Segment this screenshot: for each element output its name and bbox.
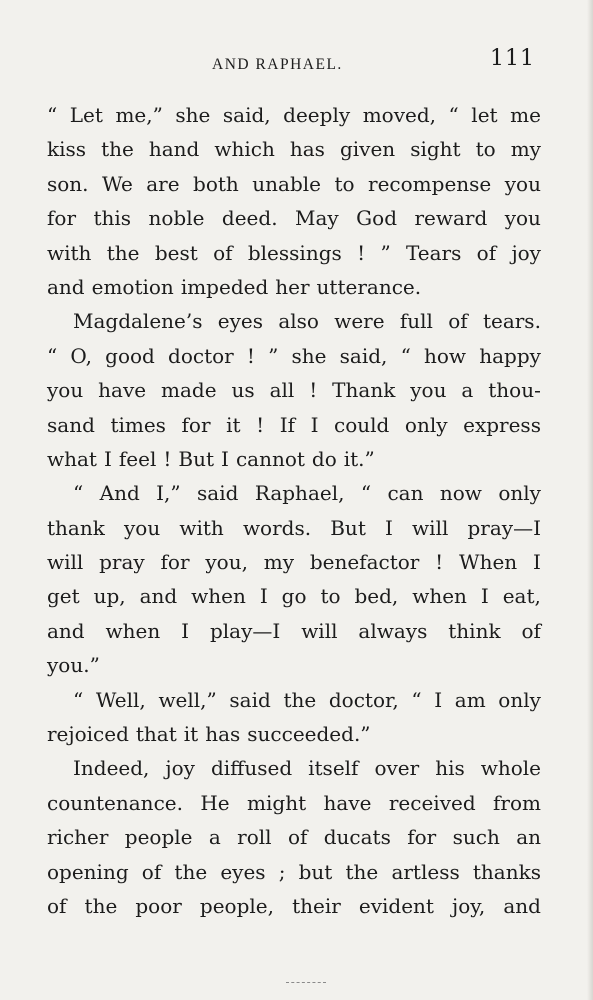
word: opening [47, 859, 129, 884]
word: her [275, 274, 310, 299]
word: what [47, 446, 97, 471]
text-line [47, 167, 541, 201]
word: you [504, 171, 541, 196]
word: ” [268, 343, 279, 368]
word: hand [148, 137, 200, 162]
word: doctor [168, 343, 234, 368]
word: artless [391, 859, 460, 884]
word: but [298, 859, 333, 884]
word: to [334, 171, 355, 196]
word: I [385, 515, 393, 540]
word: to [475, 137, 496, 162]
word: utterance. [316, 274, 422, 299]
word: might [247, 790, 307, 815]
word: you [504, 206, 541, 231]
word: the [345, 859, 379, 884]
word: also [278, 309, 319, 334]
word: express [463, 412, 541, 437]
word: for [407, 825, 437, 850]
word: us [231, 378, 255, 403]
word: of [448, 309, 468, 334]
word: times [110, 412, 166, 437]
word: joy, [452, 893, 486, 918]
page-edge-shadow [587, 0, 593, 1000]
word: Let [69, 103, 103, 127]
word: ! [357, 240, 366, 265]
word: I [103, 446, 112, 471]
word: I,” [156, 481, 181, 506]
word: evident [358, 893, 434, 918]
word: all [269, 378, 295, 403]
word: their [292, 893, 341, 918]
word: “ [47, 343, 58, 368]
text-line [47, 511, 541, 545]
word: thank [47, 515, 105, 540]
word: she [291, 343, 327, 368]
word: said [229, 687, 271, 712]
word: “ [360, 481, 372, 506]
word: such [452, 825, 500, 850]
word: it [226, 412, 241, 437]
word: of [141, 859, 162, 884]
word: go [281, 584, 307, 609]
word: bed, [354, 584, 399, 609]
word: And [99, 481, 140, 506]
word: received [388, 790, 476, 815]
word: of [521, 618, 541, 643]
word: noble [148, 206, 205, 231]
word: impeded [180, 274, 269, 299]
word: to [320, 584, 341, 609]
text-line [47, 545, 541, 579]
word: it [183, 722, 199, 747]
word: tears. [482, 309, 541, 334]
word: full [399, 309, 433, 334]
word: sight [410, 137, 461, 162]
word: Tears [405, 240, 462, 265]
text-line [47, 820, 541, 854]
word: with [179, 515, 224, 540]
word: the [106, 240, 140, 265]
word: this [93, 206, 132, 231]
word: the [283, 687, 317, 712]
word: deeply [283, 103, 351, 127]
word: you.” [47, 653, 100, 678]
word: happy [479, 343, 541, 368]
text-line [47, 717, 541, 751]
footer-rule [286, 982, 326, 983]
word: play—I [209, 618, 281, 643]
text-line [47, 408, 541, 442]
word: If [279, 412, 295, 437]
word: good [105, 343, 155, 368]
word: said, [222, 103, 271, 127]
word: countenance. [47, 790, 183, 815]
word: the [84, 893, 118, 918]
word: I [310, 412, 319, 437]
word: roll [237, 825, 272, 850]
word: how [424, 343, 467, 368]
word: “ [73, 481, 84, 506]
word: well,” [158, 687, 217, 712]
word: can [387, 481, 424, 506]
word: I [533, 550, 541, 575]
word: when [412, 584, 467, 609]
word: of [47, 893, 67, 918]
word: pray [99, 550, 145, 575]
text-line [47, 339, 541, 373]
word: given [339, 137, 396, 162]
word: of [287, 825, 308, 850]
page-number: 111 [490, 46, 535, 71]
word: only [404, 412, 448, 437]
word: ! [435, 550, 444, 575]
word: We [102, 171, 133, 196]
word: whole [480, 756, 541, 781]
word: for [47, 206, 77, 231]
word: ! [163, 446, 172, 471]
word: benefactor [309, 550, 420, 575]
word: from [493, 790, 541, 815]
word: diffused [210, 756, 293, 781]
word: poor [135, 893, 182, 918]
word: thanks [472, 859, 541, 884]
word: have [323, 790, 372, 815]
word: Well, [95, 687, 146, 712]
word: “ [400, 343, 411, 368]
word: May [295, 206, 339, 231]
word: ducats [323, 825, 391, 850]
word: feel [118, 446, 157, 471]
word: for [160, 550, 190, 575]
text-line [47, 98, 541, 132]
word: both [193, 171, 239, 196]
word: that [135, 722, 177, 747]
text-line [47, 236, 541, 270]
word: O, [70, 343, 92, 368]
word: eyes [217, 309, 264, 334]
word: get [47, 584, 80, 609]
word: the [101, 137, 134, 162]
word: could [334, 412, 390, 437]
text-line [47, 442, 541, 476]
word: said [197, 481, 239, 506]
word: a [208, 825, 221, 850]
word: you [410, 378, 447, 403]
word: were [334, 309, 385, 334]
text-line [47, 132, 541, 166]
word: moved, [362, 103, 436, 127]
word: only [498, 481, 541, 506]
word: unable [252, 171, 322, 196]
text-line [47, 751, 541, 785]
word: do [311, 446, 337, 471]
word: itself [308, 756, 359, 781]
text-line [47, 373, 541, 407]
text-line [47, 855, 541, 889]
word: with [47, 240, 92, 265]
word: “ [448, 103, 459, 127]
text-line [47, 304, 541, 338]
word: always [358, 618, 428, 643]
word: Raphael, [254, 481, 345, 506]
word: recompense [368, 171, 492, 196]
text-line [47, 476, 541, 510]
word: which [214, 137, 275, 162]
word: are [146, 171, 180, 196]
word: it.” [343, 446, 375, 471]
word: for [181, 412, 211, 437]
word: “ [47, 103, 58, 127]
word: ! [256, 412, 265, 437]
word: when [191, 584, 246, 609]
word: pray—I [467, 515, 541, 540]
word: you [123, 515, 161, 540]
word: think [448, 618, 501, 643]
word: people, [199, 893, 274, 918]
word: my [510, 137, 541, 162]
word: richer [47, 825, 109, 850]
word: succeeded.” [247, 722, 371, 747]
word: emotion [91, 274, 174, 299]
word: will [301, 618, 338, 643]
word: of [476, 240, 497, 265]
text-line [47, 201, 541, 235]
word: son. [47, 171, 89, 196]
word: I [181, 618, 190, 643]
word: me [510, 103, 541, 127]
word: Thank [332, 378, 396, 403]
word: said, [339, 343, 388, 368]
running-title: AND RAPHAEL. [212, 56, 343, 73]
word: blessings [247, 240, 342, 265]
word: I [259, 584, 268, 609]
text-line [47, 270, 541, 304]
body-text [47, 98, 541, 923]
word: I [221, 446, 229, 471]
word: reward [414, 206, 488, 231]
word: deed. [221, 206, 278, 231]
word: the [174, 859, 208, 884]
word: am [454, 687, 486, 712]
word: “ [73, 687, 84, 712]
word: made [161, 378, 217, 403]
word: When [459, 550, 518, 575]
word: Magdalene’s [73, 309, 203, 334]
word: and [47, 618, 85, 643]
word: will [47, 550, 84, 575]
word: eat, [502, 584, 541, 609]
word: eyes [220, 859, 266, 884]
word: has [289, 137, 325, 162]
word: Indeed, [73, 756, 150, 781]
word: his [435, 756, 465, 781]
word: ! [246, 343, 255, 368]
word: best [154, 240, 198, 265]
word: people [124, 825, 193, 850]
word: have [98, 378, 147, 403]
word: But [330, 515, 366, 540]
word: up, [93, 584, 126, 609]
text-line [47, 614, 541, 648]
word: and [139, 584, 178, 609]
word: doctor, [328, 687, 399, 712]
word: I [434, 687, 443, 712]
running-head [0, 46, 593, 80]
word: an [516, 825, 541, 850]
word: and [47, 274, 85, 299]
text-line [47, 683, 541, 717]
word: over [374, 756, 420, 781]
word: a [461, 378, 474, 403]
word: now [439, 481, 482, 506]
word: ” [380, 240, 391, 265]
word: when [105, 618, 161, 643]
word: will [412, 515, 449, 540]
word: ; [278, 859, 286, 884]
text-line [47, 889, 541, 923]
word: cannot [235, 446, 305, 471]
text-line [47, 579, 541, 613]
word: rejoiced [47, 722, 129, 747]
word: ! [309, 378, 318, 403]
word: kiss [47, 137, 87, 162]
word: let [471, 103, 498, 127]
word: you, [205, 550, 248, 575]
text-line [47, 648, 541, 682]
word: thou- [488, 378, 541, 403]
word: my [263, 550, 295, 575]
word: But [178, 446, 215, 471]
word: joy [511, 240, 541, 265]
word: God [356, 206, 397, 231]
word: “ [411, 687, 422, 712]
word: only [498, 687, 541, 712]
word: and [503, 893, 541, 918]
word: you [47, 378, 84, 403]
word: me,” [115, 103, 163, 127]
word: of [213, 240, 233, 265]
text-line [47, 786, 541, 820]
word: has [205, 722, 241, 747]
word: I [480, 584, 489, 609]
word: joy [165, 756, 195, 781]
word: words. [242, 515, 312, 540]
word: she [175, 103, 211, 127]
word: sand [47, 412, 95, 437]
word: He [200, 790, 230, 815]
